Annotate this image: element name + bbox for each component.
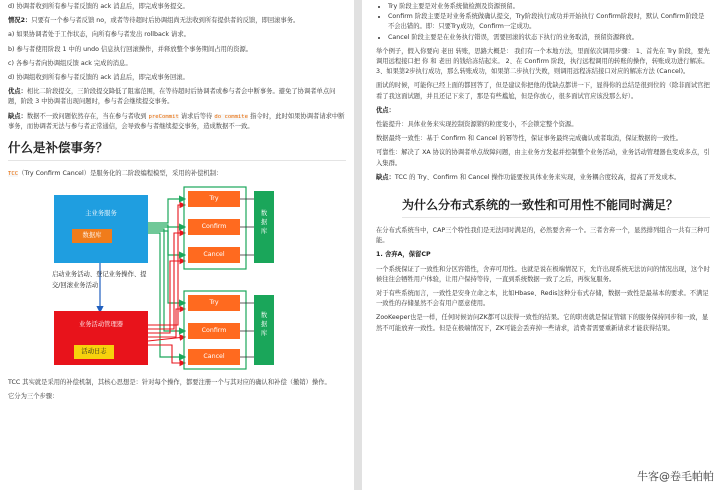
paragraph: 可靠性：解决了 XA 协议的协调者单点故障问题，由主业务方发起并控制整个业务活动，业务活动管理器也变成多点，引入集群。 <box>376 149 710 167</box>
section-heading-cap: 为什么分布式系统的一致性和可用性不能同时满足？ <box>402 197 710 218</box>
left-page <box>0 0 354 490</box>
paragraph: 对于有些系统而言，一致性是安身立命之本，比如Hbase、Redis这种分布式存储，数据一致性是最基本的要求。不满足一致性的存储显然不会有用户愿意使用。 <box>376 290 709 308</box>
inline-code: preCommit <box>148 113 179 120</box>
try-box-2: Try <box>188 295 240 311</box>
inline-code: do commite <box>214 113 249 120</box>
right-page-content <box>376 2 710 338</box>
paragraph <box>8 112 346 132</box>
list-item: • Confirm 阶段主要是对业务系统做确认提交，Try阶段执行成功并开始执行 Confirm阶段时，默认 Confirm阶段是不会出错的。即：只要Try成功，Confirm一定成功。 <box>388 12 710 32</box>
tcc-diagram <box>8 185 298 370</box>
paragraph: 在分布式系统当中，CAP三个特性我们是无法同时满足的，必然要舍弃一个。三者舍弃一个，显然排列组合一共有三种可能。 <box>376 227 710 245</box>
paragraph: c) 各参与者向协调组反馈 ack 完成的消息。 <box>8 59 132 67</box>
activity-log-box: 活动日志 <box>74 345 114 359</box>
paragraph: 数据最终一致性：基于 Confirm 和 Cancel 的幂等性，保证事务最终完成确认或者取消，保证数据的一致性。 <box>376 135 683 143</box>
text: TCC 的 Try、Confirm 和 Cancel 操作功能要按具体业务来实现，业务耦合度较高，提高了开发成本。 <box>394 173 681 181</box>
tcc-steps-list <box>376 2 710 43</box>
paragraph: ZooKeeper也是一样，任何时候访问ZK都可以获得一致性的结果。它的职责就是保证管辖下的服务保持同步和一致，显然不可能放弃一致性。但是在极端情况下，ZK可能会丢弃掉一些请求，消费者需要重新请求才能获得结果。 <box>376 314 709 332</box>
paragraph <box>376 173 710 183</box>
paragraph: 一个系统保证了一致性和分区容错性，舍弃可用性。也就是说在极端情况下，允许出现系统无法访问的情况出现，这个时候往往会牺牲用户体验，让用户保持等待，一直到系统数据一致了之后，再恢复服务。 <box>376 265 710 283</box>
text: 数据不一致问题依然存在，当在参与者收到 <box>26 112 149 120</box>
cancel-box-2: Cancel <box>188 349 240 365</box>
paragraph <box>8 87 346 107</box>
text: 相比二阶段提交，三阶段提交降低了阻塞范围，在等待超时后协调者或参与者会中断事务。避免了协调者单点问题，阶段 3 中协调者出现问题时，参与者会继续提交事务。 <box>8 88 336 106</box>
text: 只要有一个参与者反馈 no，或者等待超时后协调组尚无法收到所有提供者的反馈，即回滚事务。 <box>31 17 300 25</box>
diagram-note: 启动业务活动、登记业务操作、提交/回滚业务活动 <box>52 271 147 290</box>
confirm-box-1: Confirm <box>188 219 240 235</box>
paragraph: 面试的时候，可能你已经上面的都回答了，但是建议你把他的优缺点都讲一下，显得你的总结是很到位的（除非面试官把看了我这面试题，并且还记下来了，那是有些尴尬，但是你放心，很多面试官应该没那么好）。 <box>376 82 710 100</box>
text: （Try Confirm Cancel）是服务化的二阶段编程模型，采用的补偿机制： <box>18 170 223 178</box>
side-db-2-label: 数据库 <box>260 312 268 338</box>
paragraph: a) 如果协调者处于工作状态，向所有参与者发出 rollback 请求。 <box>8 31 190 39</box>
left-page-content <box>8 2 346 407</box>
try-box-1: Try <box>188 191 240 207</box>
paragraph <box>8 16 346 26</box>
label-advantages: 优点： <box>376 106 395 114</box>
paragraph: d) 协调者收到所有参与者反馈的 ack 消息后，即完成事务提交。 <box>8 3 189 10</box>
paragraph: d) 协调组收到所有参与者反馈的 ack 消息后，即完成事务回滚。 <box>8 74 189 82</box>
paragraph: 它分为三个步骤： <box>8 393 59 401</box>
text: 指令时，此时如果协调者请求中断事务，而协调者无法与参与者正常通信，会导致参与者继续提交事务，造成数据不一致。 <box>8 112 345 130</box>
side-db-1 <box>254 191 274 263</box>
list-item: • Try 阶段主要是对业务系统做检测及资源预留。 <box>388 2 710 12</box>
cancel-box-1: Cancel <box>188 247 240 263</box>
label-disadvantages: 缺点： <box>8 112 27 120</box>
activity-manager-label: 业务活动管理器 <box>78 321 124 329</box>
list-item: • Cancel 阶段主要是在业务执行错误，需要回滚的状态下执行的业务取消，预留资源释放。 <box>388 33 710 43</box>
paragraph: TCC 其实就是采用的补偿机制，其核心思想是：针对每个操作，都要注册一个与其对应的确认和补偿（撤销）操作。 <box>8 379 331 387</box>
label-case2: 情况2： <box>8 17 32 25</box>
page-divider <box>354 0 362 490</box>
label-advantages: 优点： <box>8 88 27 96</box>
right-page <box>362 0 720 490</box>
section-heading-compensation: 什么是补偿事务？ <box>8 140 346 161</box>
paragraph: 举个例子，假入你要向 老田 转账，思路大概是： 我们有一个本地方法，里面依次调用步骤： 1、首先在 Try 阶段，要先调用远程接口把 你 和 老田 的钱给冻结起来。 2、在 Confirm 阶段，执行远程调用的转账的操作，转账成功进行解冻。 3、如果第2步执行成功，那么转账成功，如果第二步执行失败，则调用远程冻结接口对应的解冻方法 (Cancel)。 <box>376 47 710 76</box>
subheading-cp: 1. 舍弃A，保留CP <box>376 251 431 259</box>
label-disadvantages: 缺点： <box>376 173 395 181</box>
main-db-box: 数据库 <box>72 229 112 243</box>
side-db-2 <box>254 295 274 365</box>
paragraph: 性能提升：具体业务来实现控制资源锁的粒度变小，不会锁定整个资源。 <box>376 121 578 129</box>
inline-code: TCC <box>8 171 19 178</box>
side-db-1-label: 数据库 <box>260 210 268 236</box>
paragraph <box>8 169 346 179</box>
main-service-label: 主业务服务 <box>85 210 117 218</box>
watermark: 牛客@卷毛帕帕 <box>637 470 714 483</box>
text: 请求后等待 <box>178 112 215 120</box>
confirm-box-2: Confirm <box>188 323 240 339</box>
paragraph: b) 参与者使用阶段 1 中的 undo 信息执行回滚操作，并释放整个事务期间占用的资源。 <box>8 45 253 53</box>
